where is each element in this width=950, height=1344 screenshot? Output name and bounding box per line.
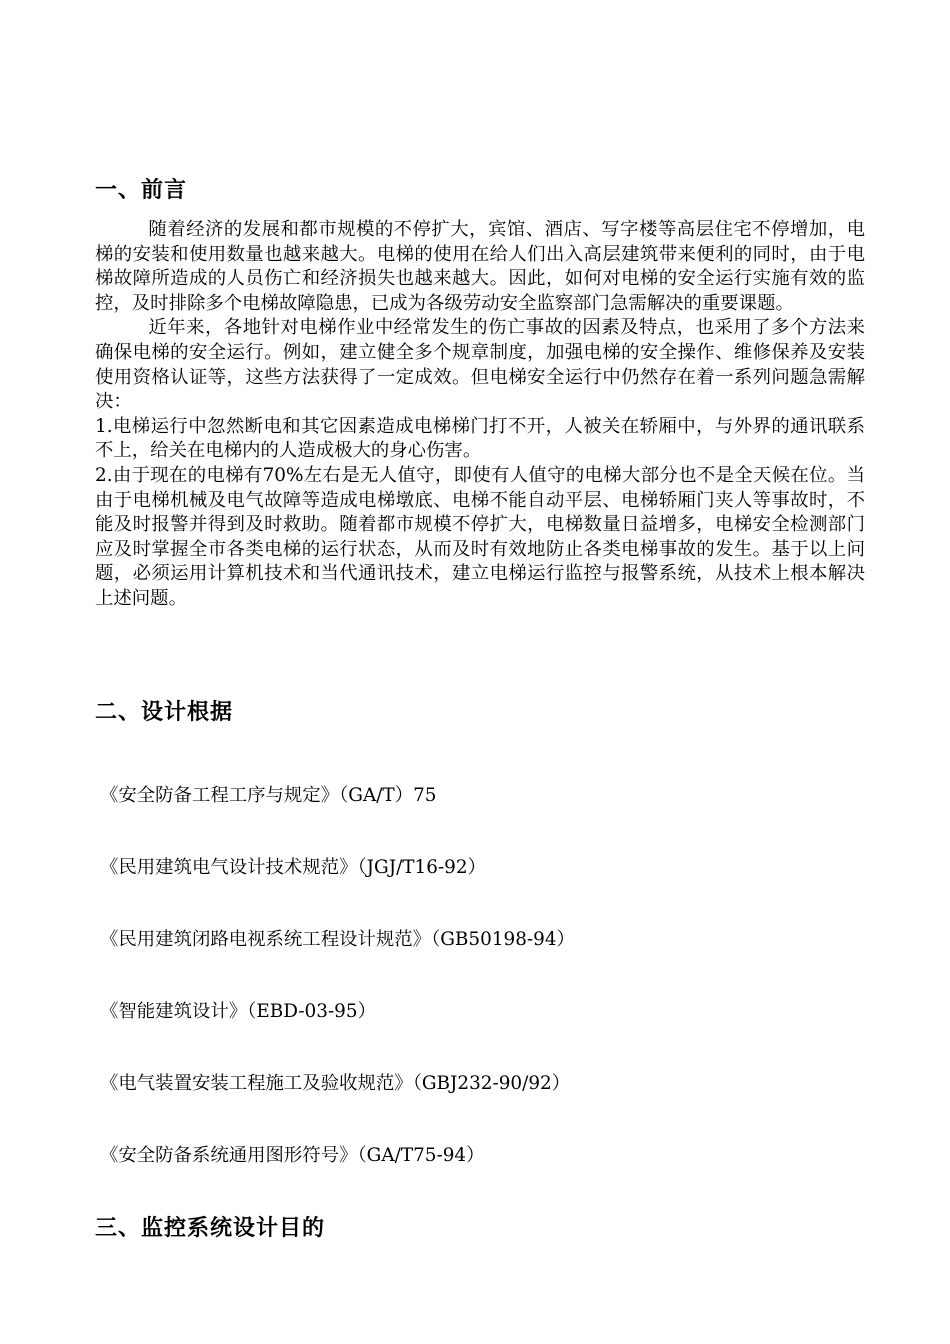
- preface-body: [95, 218, 865, 612]
- paragraph-intro: 随着经济的发展和都市规模的不停扩大，宾馆、酒店、写字楼等高层住宅不停增加，电梯的安装和使用数量也越来越大。电梯的使用在给人们出入高层建筑带来便利的同时，由于电梯故障所造成的人员伤亡和经济损失也越来越大。因此，如何对电梯的安全运行实施有效的监控，及时排除多个电梯故障隐患，已成为各级劳动安全监察部门急需解决的重要课题。: [95, 219, 865, 314]
- section-heading-preface: 一、前言: [95, 178, 188, 203]
- reference-item: 《电气装置安装工程施工及验收规范》（GBJ232-90/92）: [100, 1073, 571, 1094]
- reference-item: 《安全防备系统通用图形符号》（GA/T75-94）: [100, 1145, 485, 1166]
- paragraph-problem-1: 1.电梯运行中忽然断电和其它因素造成电梯梯门打不开，人被关在轿厢中，与外界的通讯联系不上，给关在电梯内的人造成极大的身心伤害。: [95, 415, 865, 462]
- reference-item: 《民用建筑电气设计技术规范》（JGJ/T16-92）: [100, 857, 486, 878]
- reference-item: 《安全防备工程工序与规定》（GA/T）75: [100, 785, 437, 806]
- reference-item: 《智能建筑设计》（EBD-03-95）: [100, 1001, 376, 1022]
- section-heading-design-basis: 二、设计根据: [95, 700, 234, 725]
- section-heading-monitoring-goal: 三、监控系统设计目的: [95, 1216, 326, 1241]
- paragraph-problem-2: 2.由于现在的电梯有70%左右是无人值守，即使有人值守的电梯大部分也不是全天候在位。当由于电梯机械及电气故障等造成电梯墩底、电梯不能自动平层、电梯轿厢门夹人等事故时，不能及时报警并得到及时救助。随着都市规模不停扩大，电梯数量日益增多，电梯安全检测部门应及时掌握全市各类电梯的运行状态，从而及时有效地防止各类电梯事故的发生。基于以上问题，必须运用计算机技术和当代通讯技术，建立电梯运行监控与报警系统，从技术上根本解决上述问题。: [95, 464, 865, 609]
- reference-item: 《民用建筑闭路电视系统工程设计规范》（GB50198-94）: [100, 929, 575, 950]
- paragraph-measures: 近年来，各地针对电梯作业中经常发生的伤亡事故的因素及特点，也采用了多个方法来确保电梯的安全运行。例如，建立健全多个规章制度，加强电梯的安全操作、维修保养及安装使用资格认证等，这些方法获得了一定成效。但电梯安全运行中仍然存在着一系列问题急需解决：: [95, 317, 865, 413]
